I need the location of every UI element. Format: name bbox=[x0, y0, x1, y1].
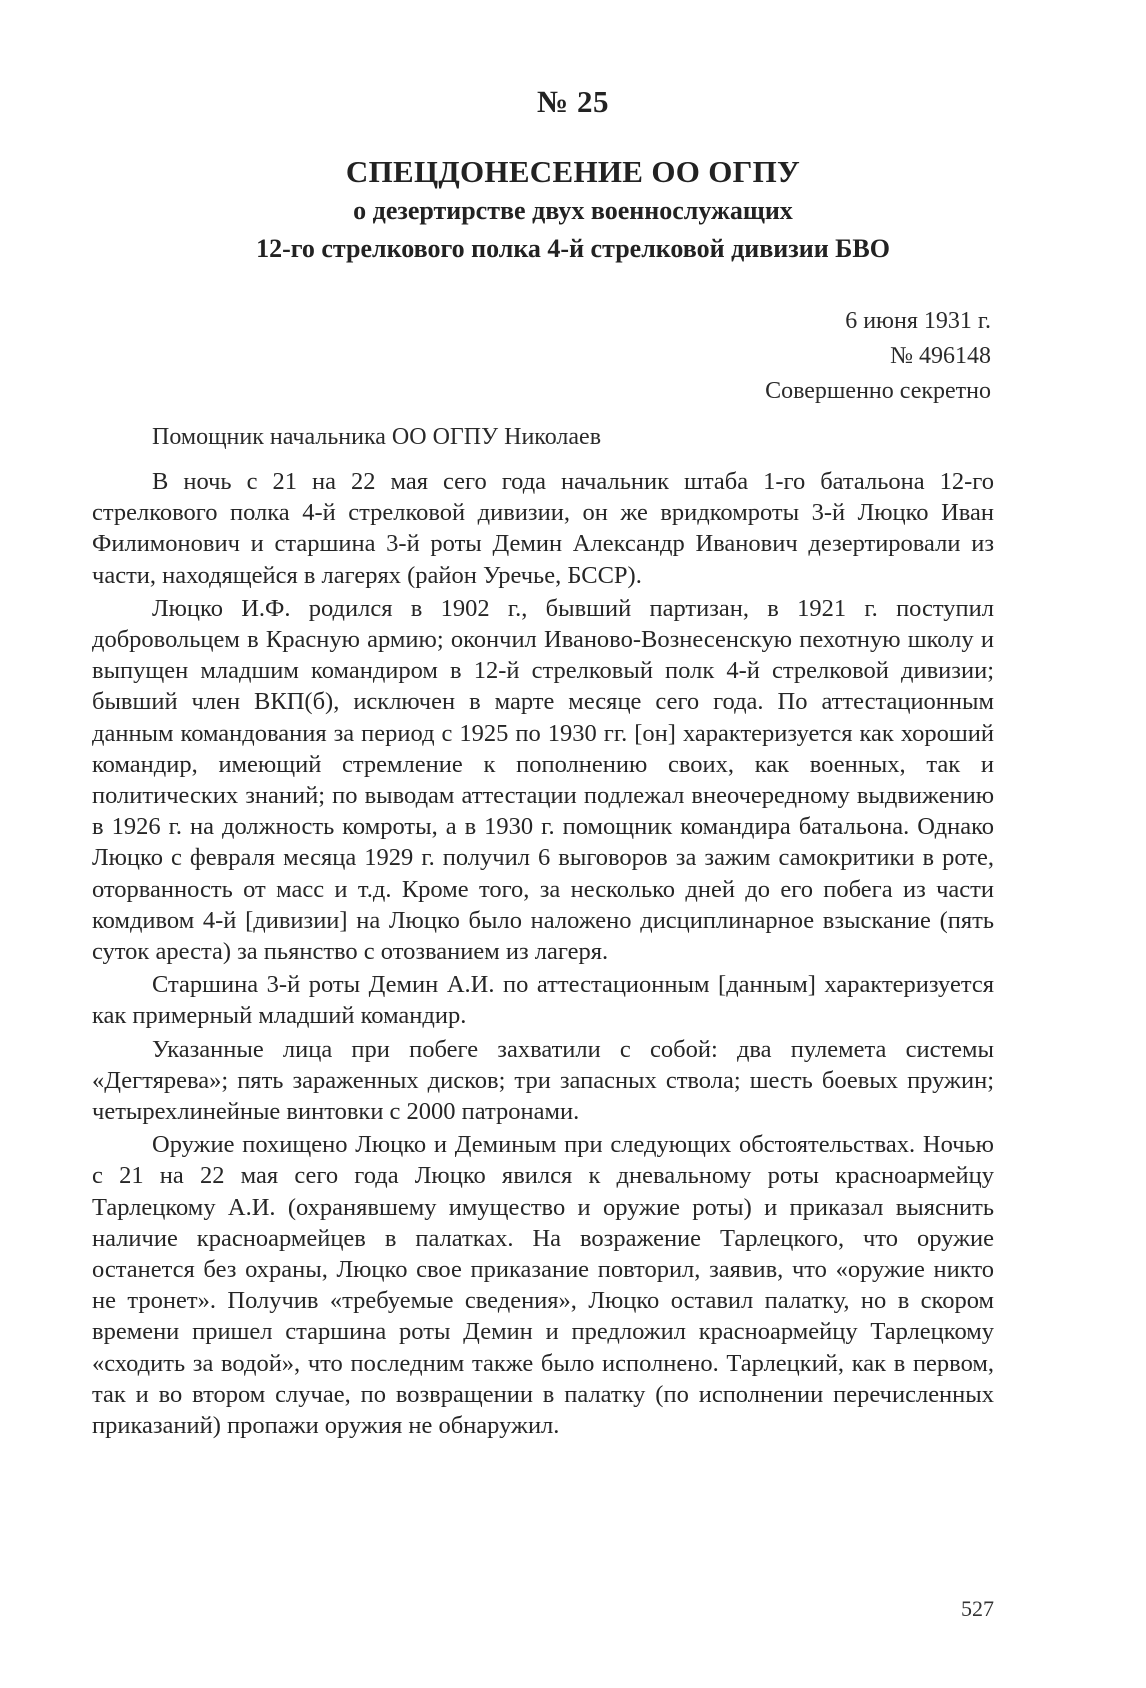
document-reg-number: № 496148 bbox=[890, 343, 991, 369]
document-date: 6 июня 1931 г. bbox=[845, 308, 991, 334]
title-block bbox=[0, 152, 1146, 268]
document-subtitle-line-2: 12-го стрелкового полка 4-й стрелковой дивизии БВО bbox=[256, 234, 890, 263]
classification-mark: Совершенно секретно bbox=[765, 378, 991, 404]
document-title: СПЕЦДОНЕСЕНИЕ ОО ОГПУ bbox=[345, 154, 801, 189]
paragraph-1: В ночь с 21 на 22 мая сего года начальник штаба 1-го батальона 12-го стрелкового полка 4-й стрелковой дивизии, он же вридкомроты 3-й Люцко Иван Филимонович и старшина 3-й роты Демин Александр Иванович дезертировали из части, находящейся в лагерях (район Уречье, БССР). bbox=[92, 468, 994, 589]
document-body bbox=[92, 466, 994, 1441]
addressee: Помощник начальника ОО ОГПУ Николаев bbox=[152, 424, 602, 450]
paragraph-2: Люцко И.Ф. родился в 1902 г., бывший партизан, в 1921 г. поступил добровольцем в Красную армию; окончил Иваново-Вознесенскую пехотную школу и выпущен младшим командиром в 12-й стрелковый полк 4-й стрелковой дивизии; бывший член ВКП(б), исключен в марте месяце сего года. По аттестационным данным командования за период с 1925 по 1930 гг. [он] характеризуется как хороший командир, имеющий стремление к пополнению своих, как военных, так и политических знаний; по выводам аттестации подлежал внеочередному выдвижению в 1926 г. на должность комроты, а в 1930 г. помощник командира батальона. Однако Люцко с февраля месяца 1929 г. получил 6 выговоров за зажим самокритики в роте, оторванность от масс и т.д. Кроме того, за несколько дней до его побега из части комдивом 4-й [дивизии] на Люцко было наложено дисциплинарное взыскание (пять суток ареста) за пьянство с отозванием из лагеря. bbox=[92, 594, 994, 966]
document-subtitle-line-1: о дезертирстве двух военнослужащих bbox=[353, 196, 793, 225]
document-number: № 25 bbox=[537, 84, 609, 119]
paragraph-3: Старшина 3-й роты Демин А.И. по аттестационным [данным] характеризуется как примерный младший командир. bbox=[92, 971, 994, 1030]
paragraph-5: Оружие похищено Люцко и Деминым при следующих обстоятельствах. Ночью с 21 на 22 мая сего года Люцко явился к дневальному роты красноармейцу Тарлецкому А.И. (охранявшему имущество и оружие роты) и приказал выяснить наличие красноармейцев в палатках. На возражение Тарлецкого, что оружие останется без охраны, Люцко свое приказание повторил, заявив, что «оружие никто не тронет». Получив «требуемые сведения», Люцко оставил палатку, но в скором времени пришел старшина роты Демин и предложил красноармейцу Тарлецкому «сходить за водой», что последним также было исполнено. Тарлецкий, как в первом, так и во втором случае, по возвращении в палатку (по исполнении перечисленных приказаний) пропажи оружия не обнаружил. bbox=[92, 1131, 994, 1440]
document-meta bbox=[765, 304, 991, 409]
paragraph-4: Указанные лица при побеге захватили с собой: два пулемета системы «Дегтярева»; пять зараженных дисков; три запасных ствола; шесть боевых пружин; четырехлинейные винтовки с 2000 патронами. bbox=[92, 1035, 994, 1126]
page-number: 527 bbox=[961, 1596, 994, 1621]
